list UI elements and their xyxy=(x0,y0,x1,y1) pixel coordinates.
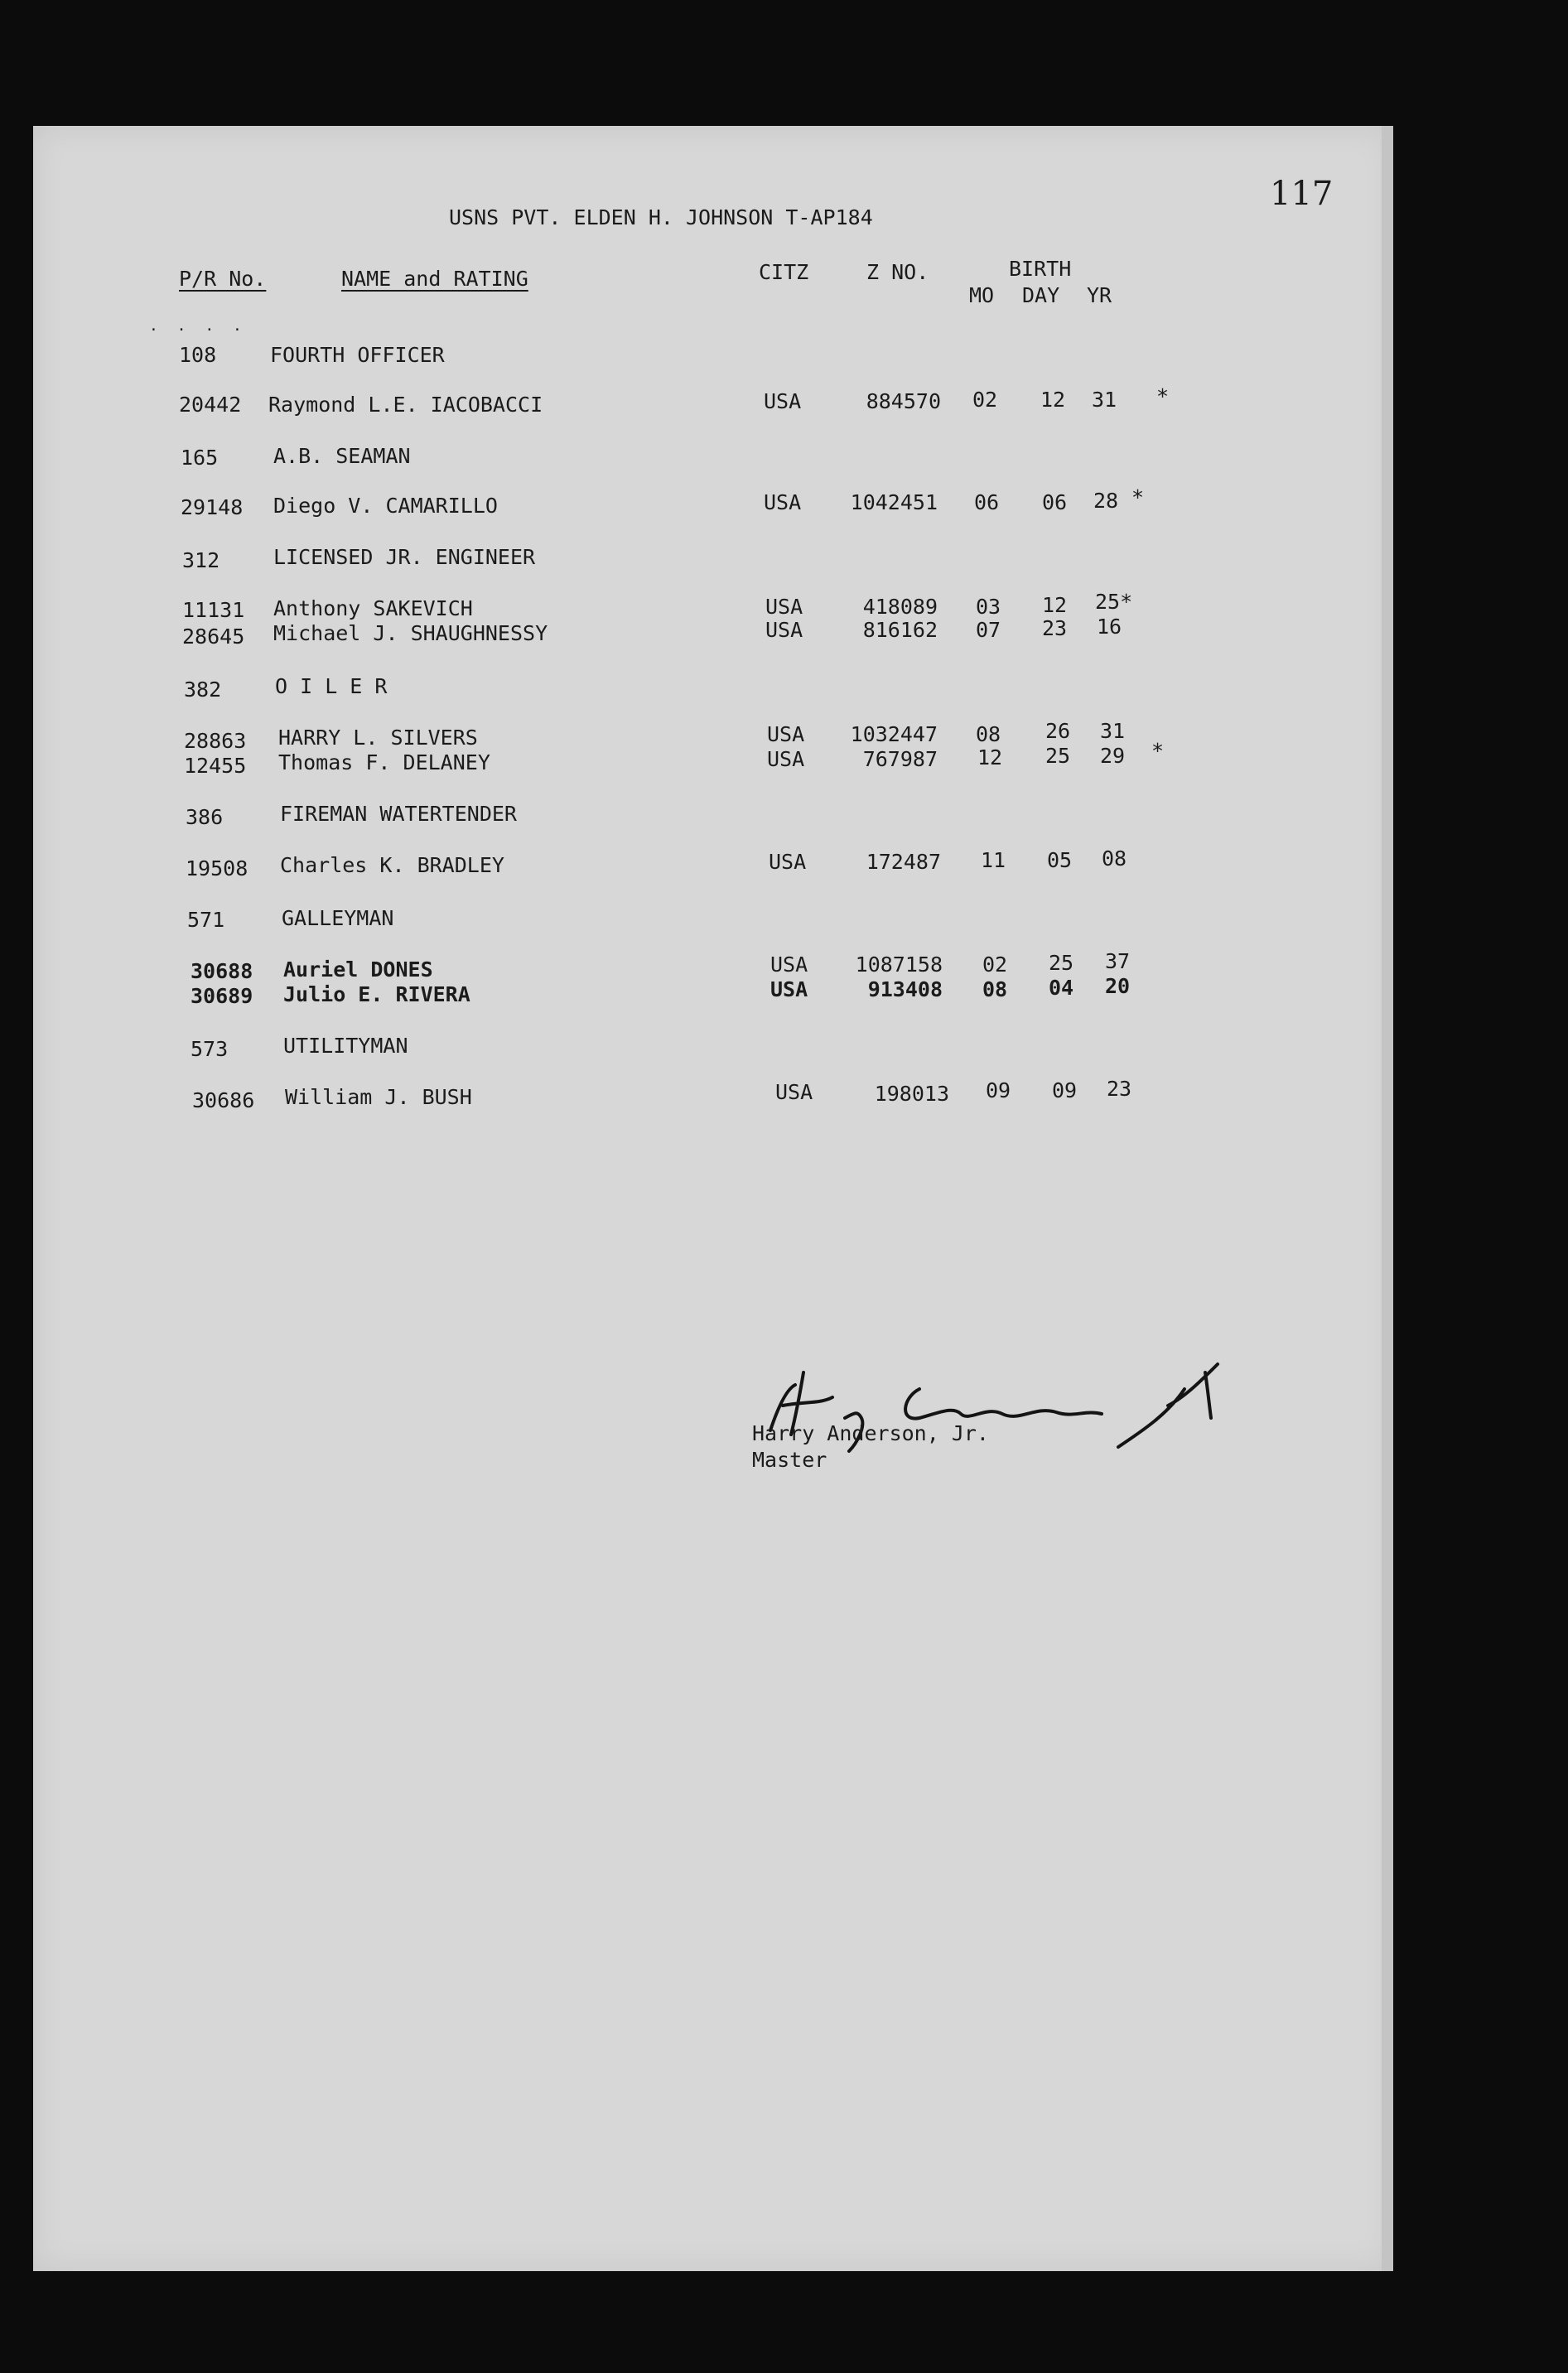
crew-pr-no: 12455 xyxy=(184,754,247,778)
section-code: 165 xyxy=(181,446,219,470)
sheet-edge-shadow xyxy=(1382,126,1393,2271)
header-birth: BIRTH xyxy=(1009,257,1072,281)
crew-z-no: 418089 xyxy=(862,595,938,619)
crew-birth-day: 23 xyxy=(1042,616,1068,640)
crew-pr-no: 30689 xyxy=(191,984,253,1008)
crew-birth-yr: 20 xyxy=(1105,974,1131,998)
crew-pr-no: 28645 xyxy=(182,625,245,649)
section-rating: UTILITYMAN xyxy=(283,1034,408,1058)
crew-birth-day: 06 xyxy=(1042,490,1068,514)
crew-birth-day: 05 xyxy=(1047,848,1073,872)
crew-name: William J. BUSH xyxy=(285,1085,472,1109)
crew-birth-mo: 08 xyxy=(982,977,1008,1001)
section-rating: FOURTH OFFICER xyxy=(270,343,445,367)
stray-marks: · · · · xyxy=(149,321,247,339)
crew-pr-no: 20442 xyxy=(179,393,242,417)
crew-z-no: 884570 xyxy=(866,389,941,413)
crew-name: Raymond L.E. IACOBACCI xyxy=(268,393,543,417)
crew-birth-day: 25 xyxy=(1045,744,1071,768)
section-rating: LICENSED JR. ENGINEER xyxy=(273,545,536,569)
crew-mark: * xyxy=(1156,384,1170,408)
crew-birth-day: 04 xyxy=(1049,976,1074,1000)
crew-name: Thomas F. DELANEY xyxy=(278,750,490,774)
section-rating: A.B. SEAMAN xyxy=(273,444,411,468)
section-rating: GALLEYMAN xyxy=(282,906,394,930)
crew-birth-day: 09 xyxy=(1052,1078,1078,1102)
crew-name: Anthony SAKEVICH xyxy=(273,596,473,620)
crew-birth-mo: 08 xyxy=(976,722,1001,746)
page-number: 117 xyxy=(1270,175,1334,213)
crew-name: HARRY L. SILVERS xyxy=(278,726,478,750)
crew-z-no: 1032447 xyxy=(850,722,938,746)
header-day: DAY xyxy=(1022,283,1060,307)
section-code: 108 xyxy=(179,343,217,367)
crew-birth-mo: 06 xyxy=(974,490,1000,514)
section-code: 386 xyxy=(186,805,224,829)
header-pr-no: P/R No. xyxy=(179,267,267,291)
crew-birth-yr: 29 xyxy=(1100,744,1126,768)
crew-name: Diego V. CAMARILLO xyxy=(273,494,498,518)
crew-citz: USA xyxy=(767,747,805,771)
header-name-rating: NAME and RATING xyxy=(341,267,528,291)
crew-birth-yr: 16 xyxy=(1097,615,1122,639)
crew-pr-no: 19508 xyxy=(186,856,248,880)
crew-name: Auriel DONES xyxy=(283,957,433,982)
crew-birth-mo: 09 xyxy=(986,1078,1011,1102)
section-code: 312 xyxy=(182,548,220,572)
crew-birth-day: 12 xyxy=(1040,388,1066,412)
crew-birth-mo: 03 xyxy=(976,595,1001,619)
signature-name: Harry Anderson, Jr. xyxy=(752,1421,989,1445)
crew-pr-no: 29148 xyxy=(181,495,244,519)
section-code: 573 xyxy=(191,1037,229,1061)
crew-birth-day: 12 xyxy=(1042,593,1068,617)
crew-mark: * xyxy=(1131,485,1145,509)
ship-title: USNS PVT. ELDEN H. JOHNSON T-AP184 xyxy=(449,205,873,229)
crew-birth-yr: 25* xyxy=(1095,590,1133,614)
manifest-sheet xyxy=(33,126,1393,2271)
crew-name: Charles K. BRADLEY xyxy=(280,853,504,877)
signature-title: Master xyxy=(752,1448,827,1472)
crew-citz: USA xyxy=(769,850,807,874)
header-citz: CITZ xyxy=(759,260,809,284)
crew-birth-mo: 12 xyxy=(977,745,1003,769)
crew-birth-yr: 23 xyxy=(1107,1077,1132,1101)
crew-citz: USA xyxy=(764,389,802,413)
crew-birth-day: 25 xyxy=(1049,951,1074,975)
crew-citz: USA xyxy=(775,1080,813,1104)
crew-z-no: 1087158 xyxy=(855,953,943,977)
crew-z-no: 172487 xyxy=(866,850,941,874)
crew-z-no: 913408 xyxy=(867,977,943,1001)
header-yr: YR xyxy=(1087,283,1112,307)
crew-pr-no: 30688 xyxy=(191,959,253,983)
crew-birth-yr: 31 xyxy=(1100,719,1126,743)
crew-name: Michael J. SHAUGHNESSY xyxy=(273,621,548,645)
header-z-no: Z NO. xyxy=(866,260,929,284)
section-code: 382 xyxy=(184,678,222,702)
crew-z-no: 767987 xyxy=(862,747,938,771)
section-rating: FIREMAN WATERTENDER xyxy=(280,802,517,826)
crew-mark: * xyxy=(1151,739,1165,763)
crew-birth-yr: 08 xyxy=(1102,846,1127,871)
crew-birth-mo: 11 xyxy=(981,848,1006,872)
crew-z-no: 1042451 xyxy=(850,490,938,514)
crew-birth-mo: 07 xyxy=(976,618,1001,642)
header-mo: MO xyxy=(969,283,995,307)
crew-birth-yr: 37 xyxy=(1105,949,1131,973)
crew-birth-mo: 02 xyxy=(972,388,998,412)
section-code: 571 xyxy=(187,908,225,932)
crew-citz: USA xyxy=(764,490,802,514)
crew-birth-mo: 02 xyxy=(982,953,1008,977)
crew-citz: USA xyxy=(767,722,805,746)
crew-citz: USA xyxy=(770,953,808,977)
crew-citz: USA xyxy=(765,595,803,619)
crew-z-no: 198013 xyxy=(874,1082,949,1106)
crew-z-no: 816162 xyxy=(862,618,938,642)
crew-pr-no: 11131 xyxy=(182,598,245,622)
crew-citz: USA xyxy=(770,977,808,1001)
crew-pr-no: 28863 xyxy=(184,729,247,753)
crew-citz: USA xyxy=(765,618,803,642)
section-rating: O I L E R xyxy=(275,674,388,698)
crew-pr-no: 30686 xyxy=(192,1088,255,1112)
crew-birth-yr: 31 xyxy=(1092,388,1117,412)
crew-birth-yr: 28 xyxy=(1093,489,1119,513)
crew-birth-day: 26 xyxy=(1045,719,1071,743)
crew-name: Julio E. RIVERA xyxy=(283,982,470,1006)
